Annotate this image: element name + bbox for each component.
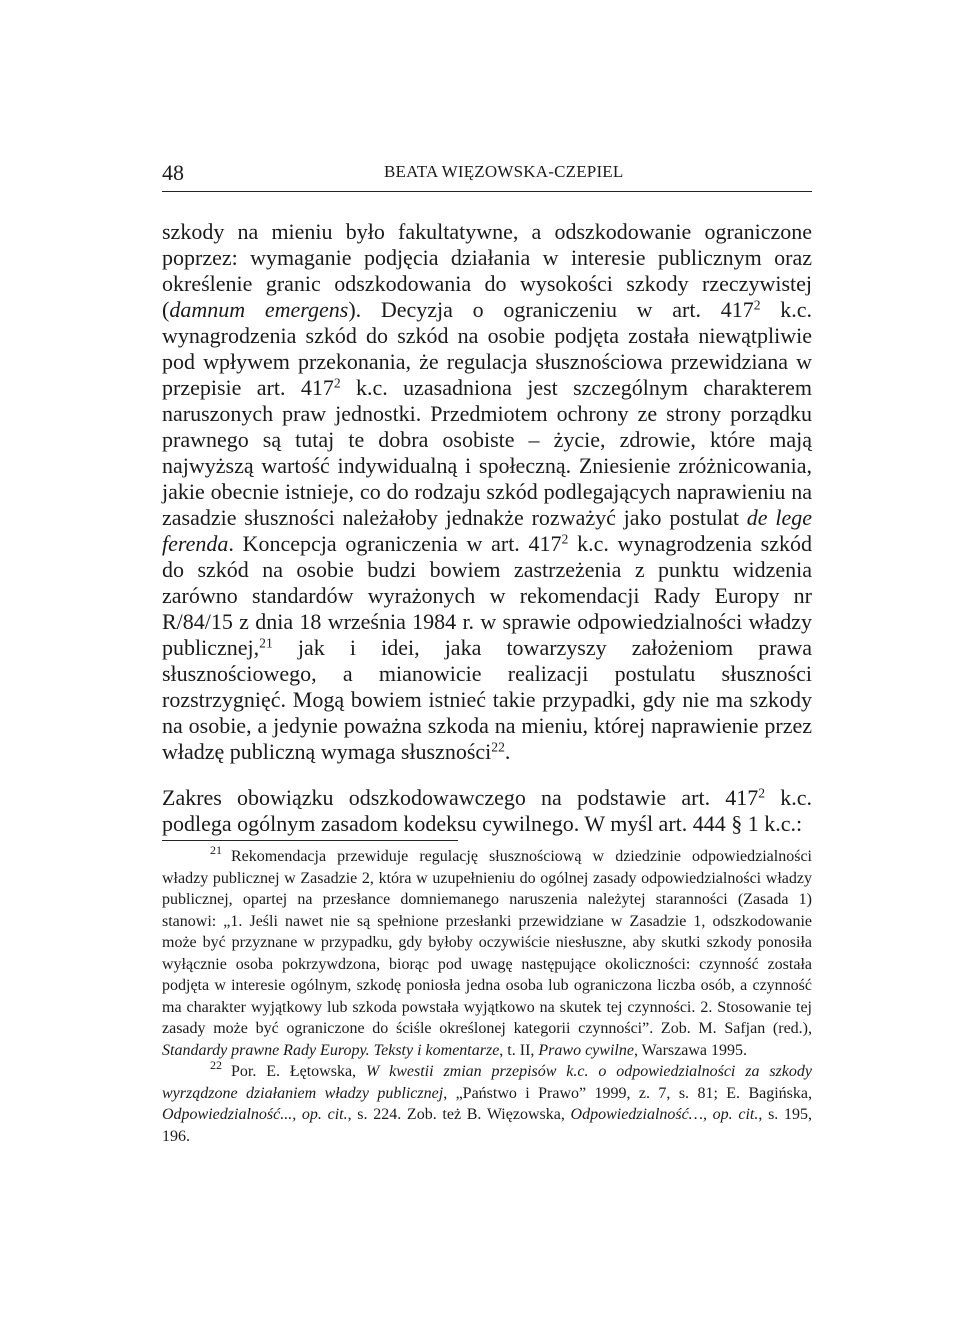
italic-title: Odpowiedzialność…, op. cit. bbox=[570, 1106, 759, 1123]
italic-title: Standardy prawne Rady Europy. Teksty i komentarze bbox=[162, 1041, 500, 1059]
superscript: 2 bbox=[758, 785, 766, 801]
body-paragraph-2 bbox=[162, 785, 812, 837]
superscript: 2 bbox=[333, 375, 341, 391]
footnote-ref-22[interactable]: 22 bbox=[491, 739, 505, 755]
superscript: 2 bbox=[561, 531, 569, 547]
footnote-22 bbox=[162, 1058, 813, 1147]
running-head: BEATA WIĘZOWSKA-CZEPIEL bbox=[384, 162, 624, 181]
page-header bbox=[162, 158, 812, 192]
text-run: Zakres obowiązku odszkodowawczego na podstawie art. 417 bbox=[162, 785, 759, 810]
text-run: Rekomendacja przewiduje regulację słusznościową w dziedzinie odpowiedzialności władzy publicznej w Zasadzie 2, która w uzupełnieniu do ogólnej zasady odpowiedzialności władzy publicznej, opartej na przesłance domniemanego naruszenia należytej staranności (Zasada 1) stanowi: „1. Jeśli nawet nie są spełnione przesłanki przewidziane w Zasadzie 1, odszkodowanie może być przyznane w przypadku, gdy byłoby oczywiście niesłuszne, aby skutki szkody ponosiła wyłącznie osoba pokrzywdzona, biorąc pod uwagę następujące okoliczności: czynność została podjęta w interesie ogólnym, szkodę poniosła jedna osoba lub ograniczona liczba osób, a czynność ma charakter wyjątkowy lub szkoda powstała wyjątkowo na skutek tej czynności. 2. Stosowanie tej zasady może być ograniczone do ściśle określonej kategorii czynności”. Zob. M. Safjan (red.), bbox=[162, 848, 812, 1037]
italic-title: Prawo cywilne bbox=[538, 1041, 634, 1059]
italic-title: Odpowiedzialność..., op. cit. bbox=[162, 1106, 348, 1123]
text-run: k.c. podlega ogólnym zasadom kodeksu cywilnego. W myśl art. 444 § 1 k.c.: bbox=[162, 785, 812, 836]
text-run: szkody na mieniu było fakultatywne, a odszkodowanie ograniczone poprzez: wymaganie podjęcia działania w interesie publicznym oraz określenie granic odszkodowania do wysokości szkody rzeczywistej ( bbox=[162, 219, 812, 322]
text-run: . Koncepcja ograniczenia w art. 417 bbox=[228, 531, 562, 556]
italic-term: damnum emergens bbox=[169, 297, 349, 322]
text-run: , s. 224. Zob. też B. Więzowska, bbox=[347, 1106, 571, 1123]
footnote-number: 22 bbox=[210, 1058, 222, 1073]
header-rule bbox=[162, 191, 812, 192]
footnote-21 bbox=[162, 843, 812, 1061]
text-run: jak i idei, jaka towarzyszy założeniom prawa słusznościowego, a mianowicie realizacji postulatu słuszności rozstrzygnięć. Mogą bowiem istnieć takie przypadki, gdy nie ma szkody na osobie, a jedynie poważna szkoda na mieniu, której naprawienie przez władzę publiczną wymaga słuszności bbox=[162, 635, 812, 764]
page-number: 48 bbox=[162, 160, 184, 185]
text-run: ). Decyzja o ograniczeniu w art. 417 bbox=[348, 297, 754, 322]
main-text bbox=[162, 219, 812, 837]
footnote-number: 21 bbox=[210, 843, 222, 858]
text-run: Por. E. Łętowska, bbox=[231, 1063, 366, 1080]
text-run: . bbox=[504, 739, 511, 764]
body-paragraph-1 bbox=[162, 219, 812, 765]
footnotes bbox=[162, 843, 813, 1147]
italic-title: W kwestii zmian przepisów k.c. o odpowiedzialności za szkody wyrządzone działaniem władzy publicznej bbox=[162, 1063, 812, 1102]
text-run: k.c. wynagrodzenia szkód do szkód na osobie podjęta została niewątpliwie pod wpływem przekonania, że regulacja słusznościowa przewidziana w przepisie art. 417 bbox=[162, 297, 812, 400]
text-run: k.c. uzasadniona jest szczególnym charakterem naruszonych praw jednostki. Przedmiotem ochrony ze strony porządku prawnego są tutaj te dobra osobiste – życie, zdrowie, które mają najwyższą wartość indywidualną i społeczną. Zniesienie zróżnicowania, jakie obecnie istnieje, co do rodzaju szkód podlegających naprawieniu na zasadzie słuszności należałoby jednakże rozważyć jako postulat bbox=[162, 375, 813, 530]
text-run: , Warszawa 1995. bbox=[633, 1041, 747, 1059]
text-run: , t. II, bbox=[499, 1041, 539, 1059]
footnote-rule bbox=[162, 840, 458, 841]
footnote-ref-21[interactable]: 21 bbox=[259, 635, 273, 651]
text-run: k.c. wynagrodzenia szkód do szkód na osobie budzi bowiem zastrzeżenia z punktu widzenia zarówno standardów wyrażonych w rekomendacji Rady Europy nr R/84/15 z dnia 18 września 1984 r. w sprawie odpowiedzialności władzy publicznej, bbox=[162, 531, 812, 660]
text-run: , s. 195, 196. bbox=[162, 1106, 812, 1145]
italic-term: de lege ferenda bbox=[162, 505, 813, 556]
text-run: , „Państwo i Prawo” 1999, z. 7, s. 81; E. Bagińska, bbox=[443, 1084, 813, 1102]
superscript: 2 bbox=[753, 297, 761, 313]
